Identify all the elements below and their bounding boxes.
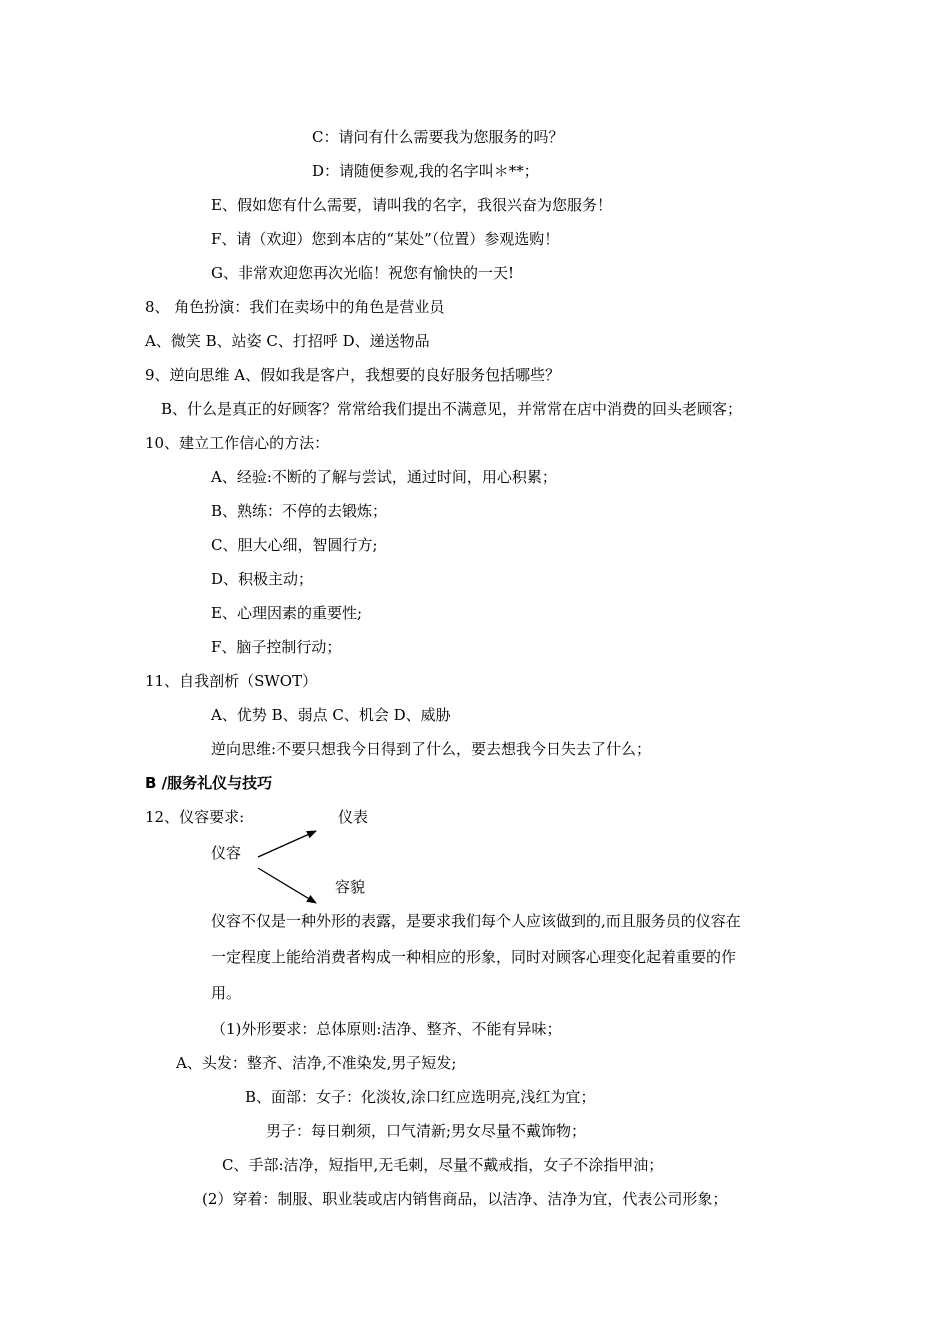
diagram-label: 容貌 (335, 878, 366, 896)
text-line: C、手部:洁净，短指甲,无毛刺，尽量不戴戒指，女子不涂指甲油； (222, 1156, 664, 1174)
text-line: 9、逆向思维 A、假如我是客户，我想要的良好服务包括哪些？ (145, 366, 561, 384)
text-line: 10、建立工作信心的方法： (145, 434, 330, 452)
text-line: (2）穿着：制服、职业装或店内销售商品，以洁净、洁净为宜，代表公司形象； (202, 1190, 728, 1208)
text-line: B、面部：女子：化淡妆,涂口红应选明亮,浅红为宜； (245, 1088, 596, 1106)
text-line: 11、自我剖析（SWOT） (145, 672, 318, 690)
text-line: F、脑子控制行动； (211, 638, 342, 656)
arrow-up-icon (258, 831, 316, 857)
text-line: B、什么是真正的好顾客？常常给我们提出不满意见，并常常在店中消费的回头老顾客； (161, 400, 743, 418)
text-line: F、请（欢迎）您到本店的“某处”（位置）参观选购！ (211, 230, 560, 248)
text-line: 一定程度上能给消费者构成一种相应的形象，同时对顾客心理变化起着重要的作 (211, 948, 737, 966)
text-line: D：请随便参观,我的名字叫＊**； (312, 162, 539, 180)
text-line: 仪容不仅是一种外形的表露，是要求我们每个人应该做到的,而且服务员的仪容在 (211, 912, 741, 930)
text-line: 12、仪容要求: (145, 808, 245, 826)
text-line: 用。 (211, 984, 242, 1002)
text-line: C、胆大心细，智圆行方; (211, 536, 378, 554)
text-line: A、经验:不断的了解与尝试，通过时间，用心积累； (211, 468, 557, 486)
text-line: 男子：每日剃须，口气清新;男女尽量不戴饰物； (266, 1122, 587, 1140)
branch-arrows (250, 820, 330, 910)
text-line: E、心理因素的重要性; (211, 604, 363, 622)
text-line: C：请问有什么需要我为您服务的吗？ (312, 128, 564, 146)
text-line: D、积极主动； (211, 570, 314, 588)
section-heading: B /服务礼仪与技巧 (145, 774, 273, 792)
text-line: A、优势 B、弱点 C、机会 D、威胁 (211, 706, 451, 724)
text-line: A、微笑 B、站姿 C、打招呼 D、递送物品 (145, 332, 430, 350)
text-line: G、非常欢迎您再次光临！祝您有愉快的一天! (211, 264, 515, 282)
diagram-label: 仪表 (338, 808, 369, 826)
arrow-down-icon (258, 868, 316, 903)
text-line: （1)外形要求：总体原则:洁净、整齐、不能有异味； (211, 1020, 562, 1038)
text-line: 8、 角色扮演：我们在卖场中的角色是营业员 (145, 298, 445, 316)
text-line: E、假如您有什么需要，请叫我的名字，我很兴奋为您服务！ (211, 196, 612, 214)
text-line: B、熟练：不停的去锻炼； (211, 502, 388, 520)
text-line: 逆向思维:不要只想我今日得到了什么，要去想我今日失去了什么； (211, 740, 652, 758)
text-line: A、头发：整齐、洁净,不准染发,男子短发; (176, 1054, 457, 1072)
diagram-label: 仪容 (211, 844, 242, 862)
